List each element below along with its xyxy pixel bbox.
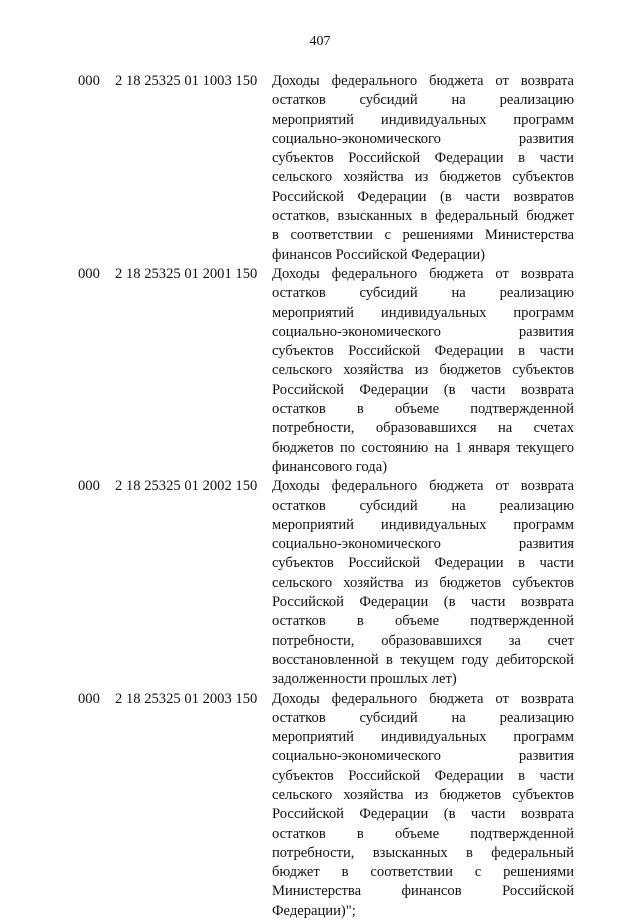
description-line: Российской Федерации (в части возврата: [272, 593, 574, 612]
income-description: [272, 72, 574, 265]
description-line: в соответствии с решениями Министерства: [272, 226, 574, 245]
description-line: финансов Российской Федерации): [272, 246, 574, 265]
description-line: задолженности прошлых лет): [272, 670, 574, 689]
description-line: остатков в объеме подтвержденной: [272, 612, 574, 631]
income-description: [272, 690, 574, 921]
income-description: [272, 477, 574, 689]
budget-classification-code: 2 18 25325 01 2003 150: [115, 690, 257, 709]
description-line: Доходы федерального бюджета от возврата: [272, 477, 574, 496]
income-description: [272, 265, 574, 477]
description-line: мероприятий индивидуальных программ: [272, 728, 574, 747]
description-line: потребности, образовавшихся за счет: [272, 632, 574, 651]
description-line: социально-экономического развития: [272, 323, 574, 342]
budget-classification-code: 2 18 25325 01 2002 150: [115, 477, 257, 496]
description-line: остатков субсидий на реализацию: [272, 497, 574, 516]
description-line: социально-экономического развития: [272, 130, 574, 149]
description-line: потребности, образовавшихся на счетах: [272, 419, 574, 438]
description-line: сельского хозяйства из бюджетов субъектов: [272, 574, 574, 593]
description-line: субъектов Российской Федерации в части: [272, 149, 574, 168]
description-line: мероприятий индивидуальных программ: [272, 111, 574, 130]
table-row: [0, 477, 640, 689]
description-line: бюджет в соответствии с решениями: [272, 863, 574, 882]
description-line: Доходы федерального бюджета от возврата: [272, 72, 574, 91]
description-line: Федерации)";: [272, 902, 574, 921]
admin-code: 000: [78, 690, 100, 709]
description-line: мероприятий индивидуальных программ: [272, 516, 574, 535]
description-line: Российской Федерации (в части возврата: [272, 381, 574, 400]
description-line: потребности, взысканных в федеральный: [272, 844, 574, 863]
admin-code: 000: [78, 72, 100, 91]
description-line: финансового года): [272, 458, 574, 477]
description-line: восстановленной в текущем году дебиторской: [272, 651, 574, 670]
description-line: остатков, взысканных в федеральный бюджет: [272, 207, 574, 226]
description-line: Российской Федерации (в части возврата: [272, 805, 574, 824]
description-line: остатков субсидий на реализацию: [272, 284, 574, 303]
description-line: субъектов Российской Федерации в части: [272, 554, 574, 573]
description-line: остатков в объеме подтвержденной: [272, 400, 574, 419]
description-line: социально-экономического развития: [272, 747, 574, 766]
description-line: остатков субсидий на реализацию: [272, 91, 574, 110]
description-line: Доходы федерального бюджета от возврата: [272, 265, 574, 284]
table-row: [0, 72, 640, 265]
page-number: 407: [0, 34, 640, 50]
description-line: Министерства финансов Российской: [272, 882, 574, 901]
admin-code: 000: [78, 477, 100, 496]
description-line: остатков субсидий на реализацию: [272, 709, 574, 728]
description-line: остатков в объеме подтвержденной: [272, 825, 574, 844]
budget-classification-code: 2 18 25325 01 2001 150: [115, 265, 257, 284]
admin-code: 000: [78, 265, 100, 284]
description-line: мероприятий индивидуальных программ: [272, 304, 574, 323]
classification-table: [0, 72, 640, 921]
description-line: субъектов Российской Федерации в части: [272, 767, 574, 786]
budget-classification-code: 2 18 25325 01 1003 150: [115, 72, 257, 91]
description-line: Доходы федерального бюджета от возврата: [272, 690, 574, 709]
description-line: социально-экономического развития: [272, 535, 574, 554]
table-row: [0, 265, 640, 477]
description-line: бюджетов по состоянию на 1 января текущего: [272, 439, 574, 458]
description-line: Российской Федерации (в части возвратов: [272, 188, 574, 207]
table-row: [0, 690, 640, 921]
description-line: сельского хозяйства из бюджетов субъектов: [272, 361, 574, 380]
description-line: субъектов Российской Федерации в части: [272, 342, 574, 361]
description-line: сельского хозяйства из бюджетов субъектов: [272, 168, 574, 187]
description-line: сельского хозяйства из бюджетов субъектов: [272, 786, 574, 805]
